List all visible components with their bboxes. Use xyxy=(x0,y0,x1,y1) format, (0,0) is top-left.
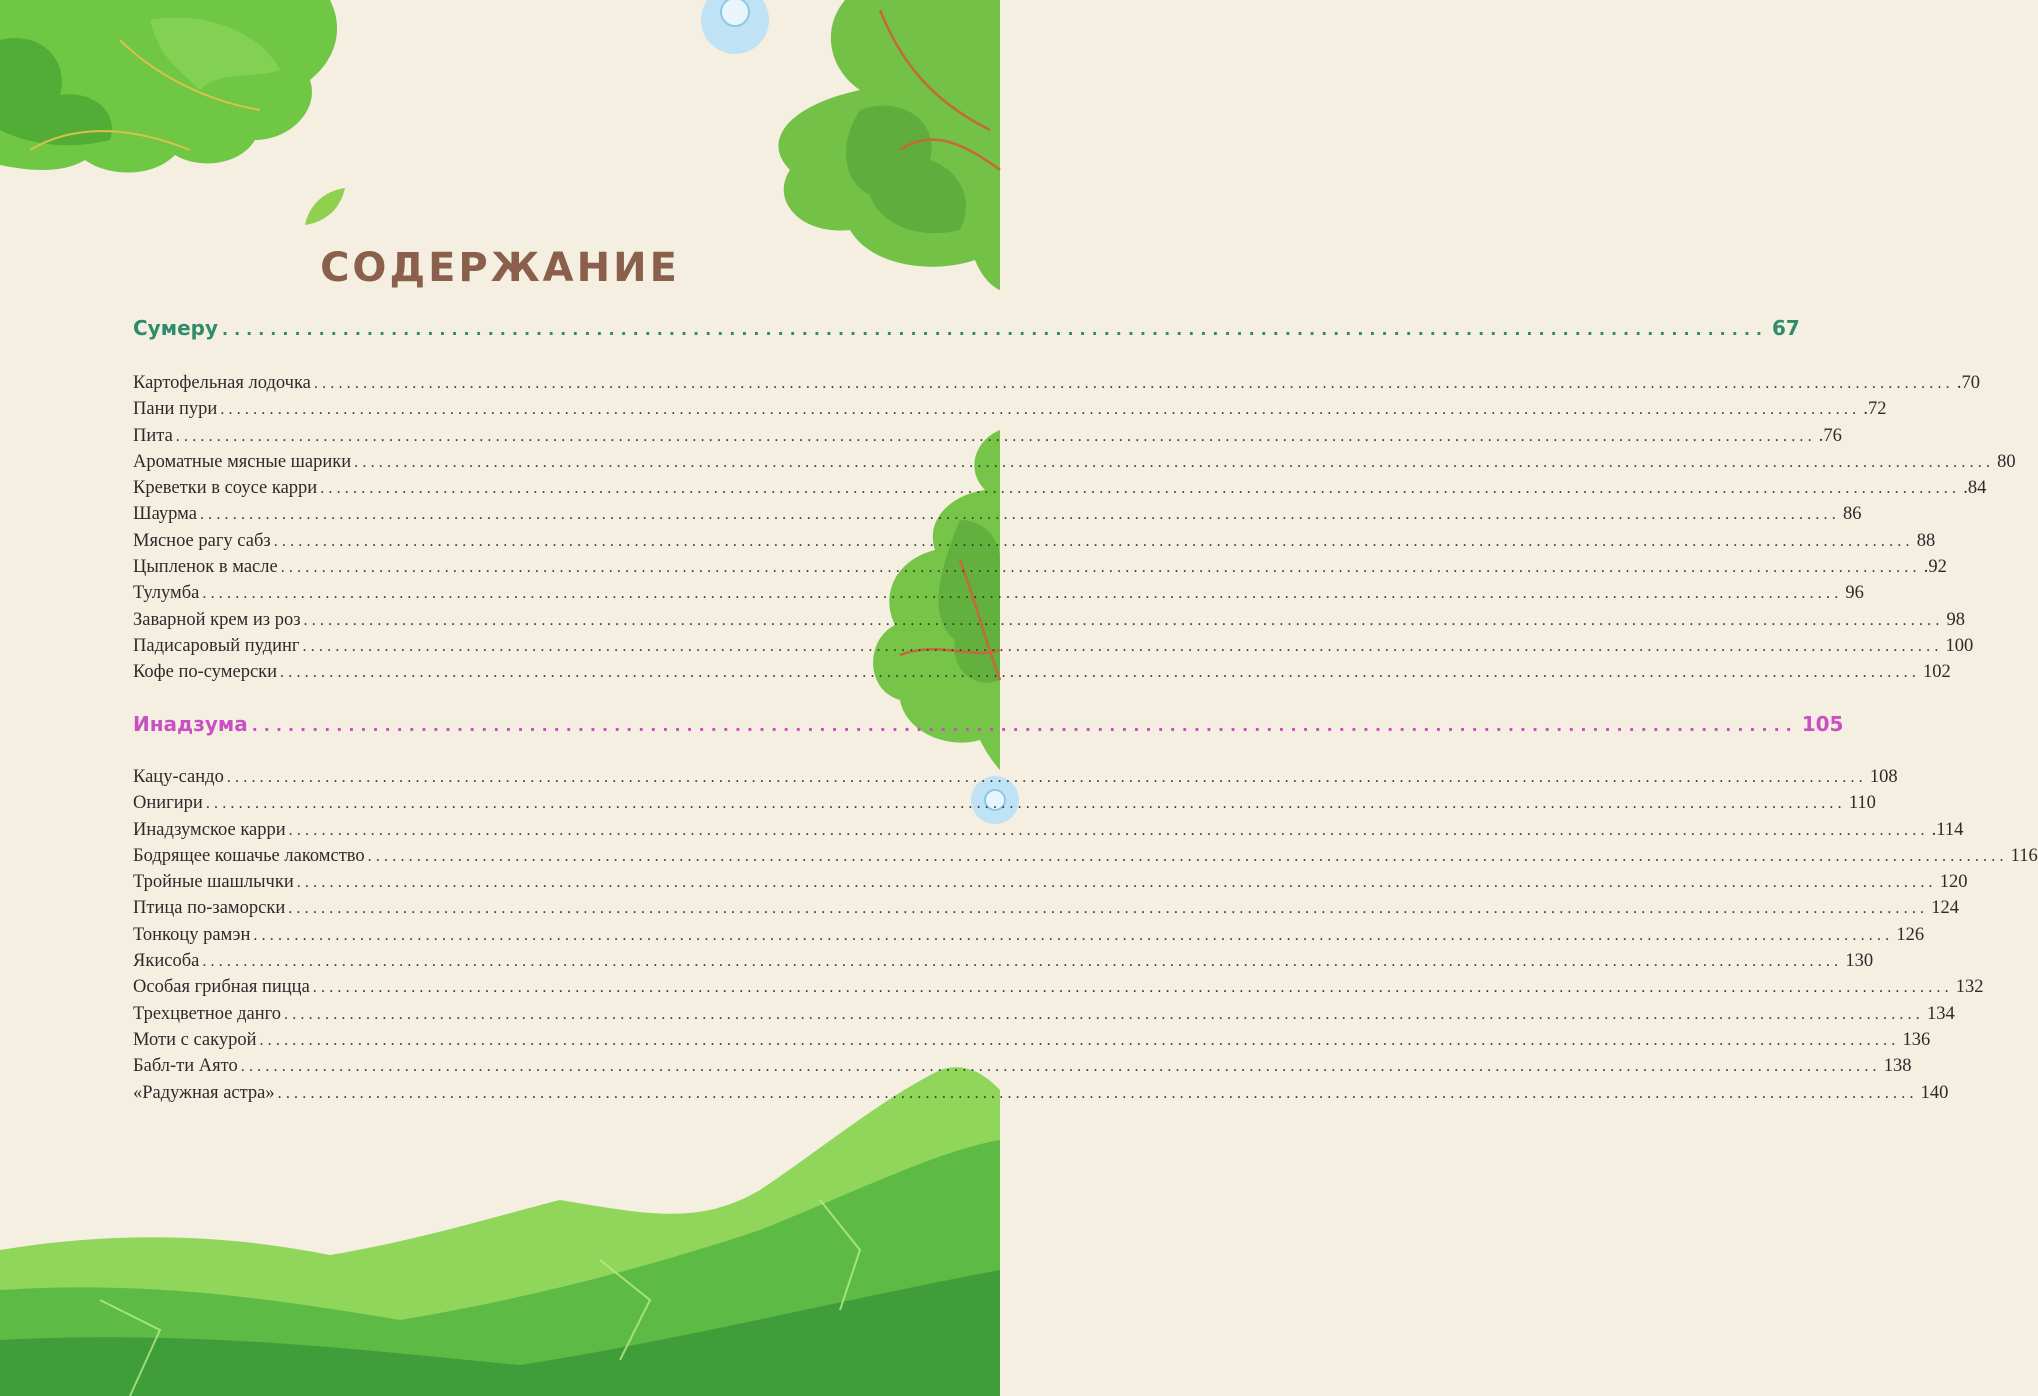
dot-leader: ................................................................................................................................ xyxy=(221,320,1768,339)
toc-entry[interactable] xyxy=(133,767,1898,793)
entry-page: .72 xyxy=(1863,399,1887,420)
dot-leader: ........................................................................................................................................................................................................ xyxy=(175,427,1816,445)
bottom-hills-decoration xyxy=(0,1067,1000,1396)
section-header-sumeru[interactable] xyxy=(133,316,1800,340)
dot-leader: ........................................................................................................................................................................................................ xyxy=(280,559,1921,577)
dot-leader: ........................................................................................................................................................................................................ xyxy=(220,401,1861,419)
toc-entry[interactable] xyxy=(133,609,1966,636)
entry-name: Ароматные мясные шарики xyxy=(133,451,352,472)
dot-leader: ........................................................................................................................................................................................................ xyxy=(320,480,1961,498)
toc-entry[interactable] xyxy=(133,451,2016,478)
toc-entry[interactable] xyxy=(133,1029,1931,1056)
toc-entry[interactable] xyxy=(133,951,1874,977)
sumeru-recipe-list xyxy=(133,373,2016,689)
entry-page: .114 xyxy=(1931,819,1964,840)
entry-page: .76 xyxy=(1818,425,1842,446)
entry-page: 96 xyxy=(1845,583,1864,604)
section-page: 67 xyxy=(1771,316,1800,340)
entry-page: 100 xyxy=(1945,635,1974,656)
entry-page: 140 xyxy=(1920,1082,1949,1103)
entry-page: 134 xyxy=(1927,1003,1955,1024)
entry-page: 80 xyxy=(1997,451,2016,472)
toc-entry[interactable] xyxy=(133,977,1984,1003)
dot-leader: ........................................................................................................................................................................................................ xyxy=(280,664,1921,682)
dot-leader: ........................................................................................................................................................................................................ xyxy=(312,979,1953,997)
toc-entry[interactable] xyxy=(133,373,1980,399)
dot-leader: ........................................................................................................................................................................................................ xyxy=(259,1031,1900,1049)
entry-page: 102 xyxy=(1923,662,1951,683)
dot-leader: ........................................................................................................................................................................................................ xyxy=(313,375,1954,392)
entry-name: Бабл-ти Аято xyxy=(133,1056,238,1077)
dot-leader: ........................................................................................................................................................................................................ xyxy=(288,821,1929,839)
entry-name: Онигири xyxy=(133,793,203,814)
toc-entry[interactable] xyxy=(133,399,1887,425)
toc-entry[interactable] xyxy=(133,425,1842,452)
toc-entry[interactable] xyxy=(133,557,1947,583)
inazuma-recipe-list xyxy=(133,767,2038,1109)
dot-leader: ........................................................................................................................................................................................................ xyxy=(273,532,1914,550)
entry-name: Креветки в соусе карри xyxy=(133,478,318,499)
section-page: 105 xyxy=(1801,712,1844,736)
entry-page: 116 xyxy=(2010,845,2038,866)
entry-name: «Радужная астра» xyxy=(133,1082,275,1103)
toc-entry[interactable] xyxy=(133,530,1936,557)
entry-name: Шаурма xyxy=(133,504,197,525)
dot-leader: ........................................................................................................................................................................................................ xyxy=(277,1084,1918,1102)
entry-page: 132 xyxy=(1955,977,1984,998)
entry-name: Тройные шашлычки xyxy=(133,872,294,893)
dot-leader: ........................................................................................................................................................................................................ xyxy=(296,874,1937,892)
background-illustration xyxy=(0,0,1000,1396)
entry-name: Особая грибная пицца xyxy=(133,977,310,998)
dot-leader: ........................................................................................................................................................................................................ xyxy=(199,506,1840,524)
entry-name: Мясное рагу сабз xyxy=(133,530,271,551)
entry-name: Тулумба xyxy=(133,583,200,604)
dot-leader: ........................................................................................................................................................................................................ xyxy=(303,611,1944,629)
dot-leader: ........................................................................................................................................................................................................ xyxy=(288,900,1929,918)
dot-leader: ........................................................................................................................................................................................................ xyxy=(354,453,1995,471)
entry-name: Картофельная лодочка xyxy=(133,373,311,393)
dot-leader: ........................................................................................................................................................................................................ xyxy=(226,769,1867,786)
entry-page: 130 xyxy=(1845,951,1874,972)
entry-name: Инадзумское карри xyxy=(133,819,286,840)
entry-name: Птица по-заморски xyxy=(133,898,286,919)
dot-leader: ........................................................................................................................................................................................................ xyxy=(202,585,1843,603)
leaf-decoration xyxy=(305,188,345,225)
entry-page: 126 xyxy=(1896,924,1925,945)
entry-page: 86 xyxy=(1842,504,1862,525)
page-title: СОДЕРЖАНИЕ xyxy=(320,245,680,291)
toc-entry[interactable] xyxy=(133,635,1974,662)
entry-name: Бодрящее кошачье лакомство xyxy=(133,845,365,866)
entry-page: 98 xyxy=(1946,609,1966,630)
toc-entry[interactable] xyxy=(133,819,1964,846)
toc-entry[interactable] xyxy=(133,872,1968,898)
dot-leader: ........................................................................................................................................................................................................ xyxy=(284,1005,1924,1023)
toc-entry[interactable] xyxy=(133,478,1987,504)
toc-entry[interactable] xyxy=(133,583,1864,609)
section-name: Инадзума xyxy=(133,712,248,736)
top-flower-decoration xyxy=(701,0,769,54)
entry-page: 138 xyxy=(1883,1056,1912,1077)
entry-name: Кофе по-сумерски xyxy=(133,662,278,683)
toc-entry[interactable] xyxy=(133,793,1876,819)
entry-name: Пани пури xyxy=(133,399,218,420)
entry-name: Моти с сакурой xyxy=(133,1029,257,1050)
entry-name: Якисоба xyxy=(133,951,200,972)
entry-page: .70 xyxy=(1956,373,1980,393)
entry-name: Заварной крем из роз xyxy=(133,609,301,630)
toc-entry[interactable] xyxy=(133,1082,1949,1109)
toc-entry[interactable] xyxy=(133,662,1951,688)
entry-page: .92 xyxy=(1923,557,1947,578)
entry-name: Тонкоцу рамэн xyxy=(133,924,251,945)
top-left-tree-decoration xyxy=(0,0,337,173)
entry-page: 108 xyxy=(1869,767,1898,787)
entry-page: 124 xyxy=(1931,898,1959,919)
toc-entry[interactable] xyxy=(133,504,1862,530)
toc-entry[interactable] xyxy=(133,1003,1955,1030)
toc-entry[interactable] xyxy=(133,898,1959,924)
dot-leader: ........................................................................................................................................................................................................ xyxy=(367,847,2008,865)
section-name: Сумеру xyxy=(133,316,218,340)
toc-entry[interactable] xyxy=(133,924,1925,951)
entry-page: 88 xyxy=(1916,530,1936,551)
entry-page: .84 xyxy=(1963,478,1987,499)
entry-name: Пита xyxy=(133,425,173,446)
toc-entry[interactable] xyxy=(133,1056,1912,1082)
entry-page: 110 xyxy=(1848,793,1876,814)
section-header-inazuma[interactable] xyxy=(133,712,1844,736)
entry-name: Падисаровый пудинг xyxy=(133,635,300,656)
dot-leader: ........................................................................................................................................................................................................ xyxy=(253,926,1894,944)
dot-leader: ................................................................................................................................ xyxy=(251,716,1798,735)
entry-name: Кацу-сандо xyxy=(133,767,224,787)
dot-leader: ........................................................................................................................................................................................................ xyxy=(302,637,1943,655)
entry-page: 120 xyxy=(1939,872,1968,893)
dot-leader: ........................................................................................................................................................................................................ xyxy=(205,795,1846,813)
toc-entry[interactable] xyxy=(133,845,2038,872)
dot-leader: ........................................................................................................................................................................................................ xyxy=(240,1058,1881,1076)
entry-name: Цыпленок в масле xyxy=(133,557,278,578)
dot-leader: ........................................................................................................................................................................................................ xyxy=(202,953,1843,971)
entry-name: Трехцветное данго xyxy=(133,1003,281,1024)
entry-page: 136 xyxy=(1902,1029,1931,1050)
